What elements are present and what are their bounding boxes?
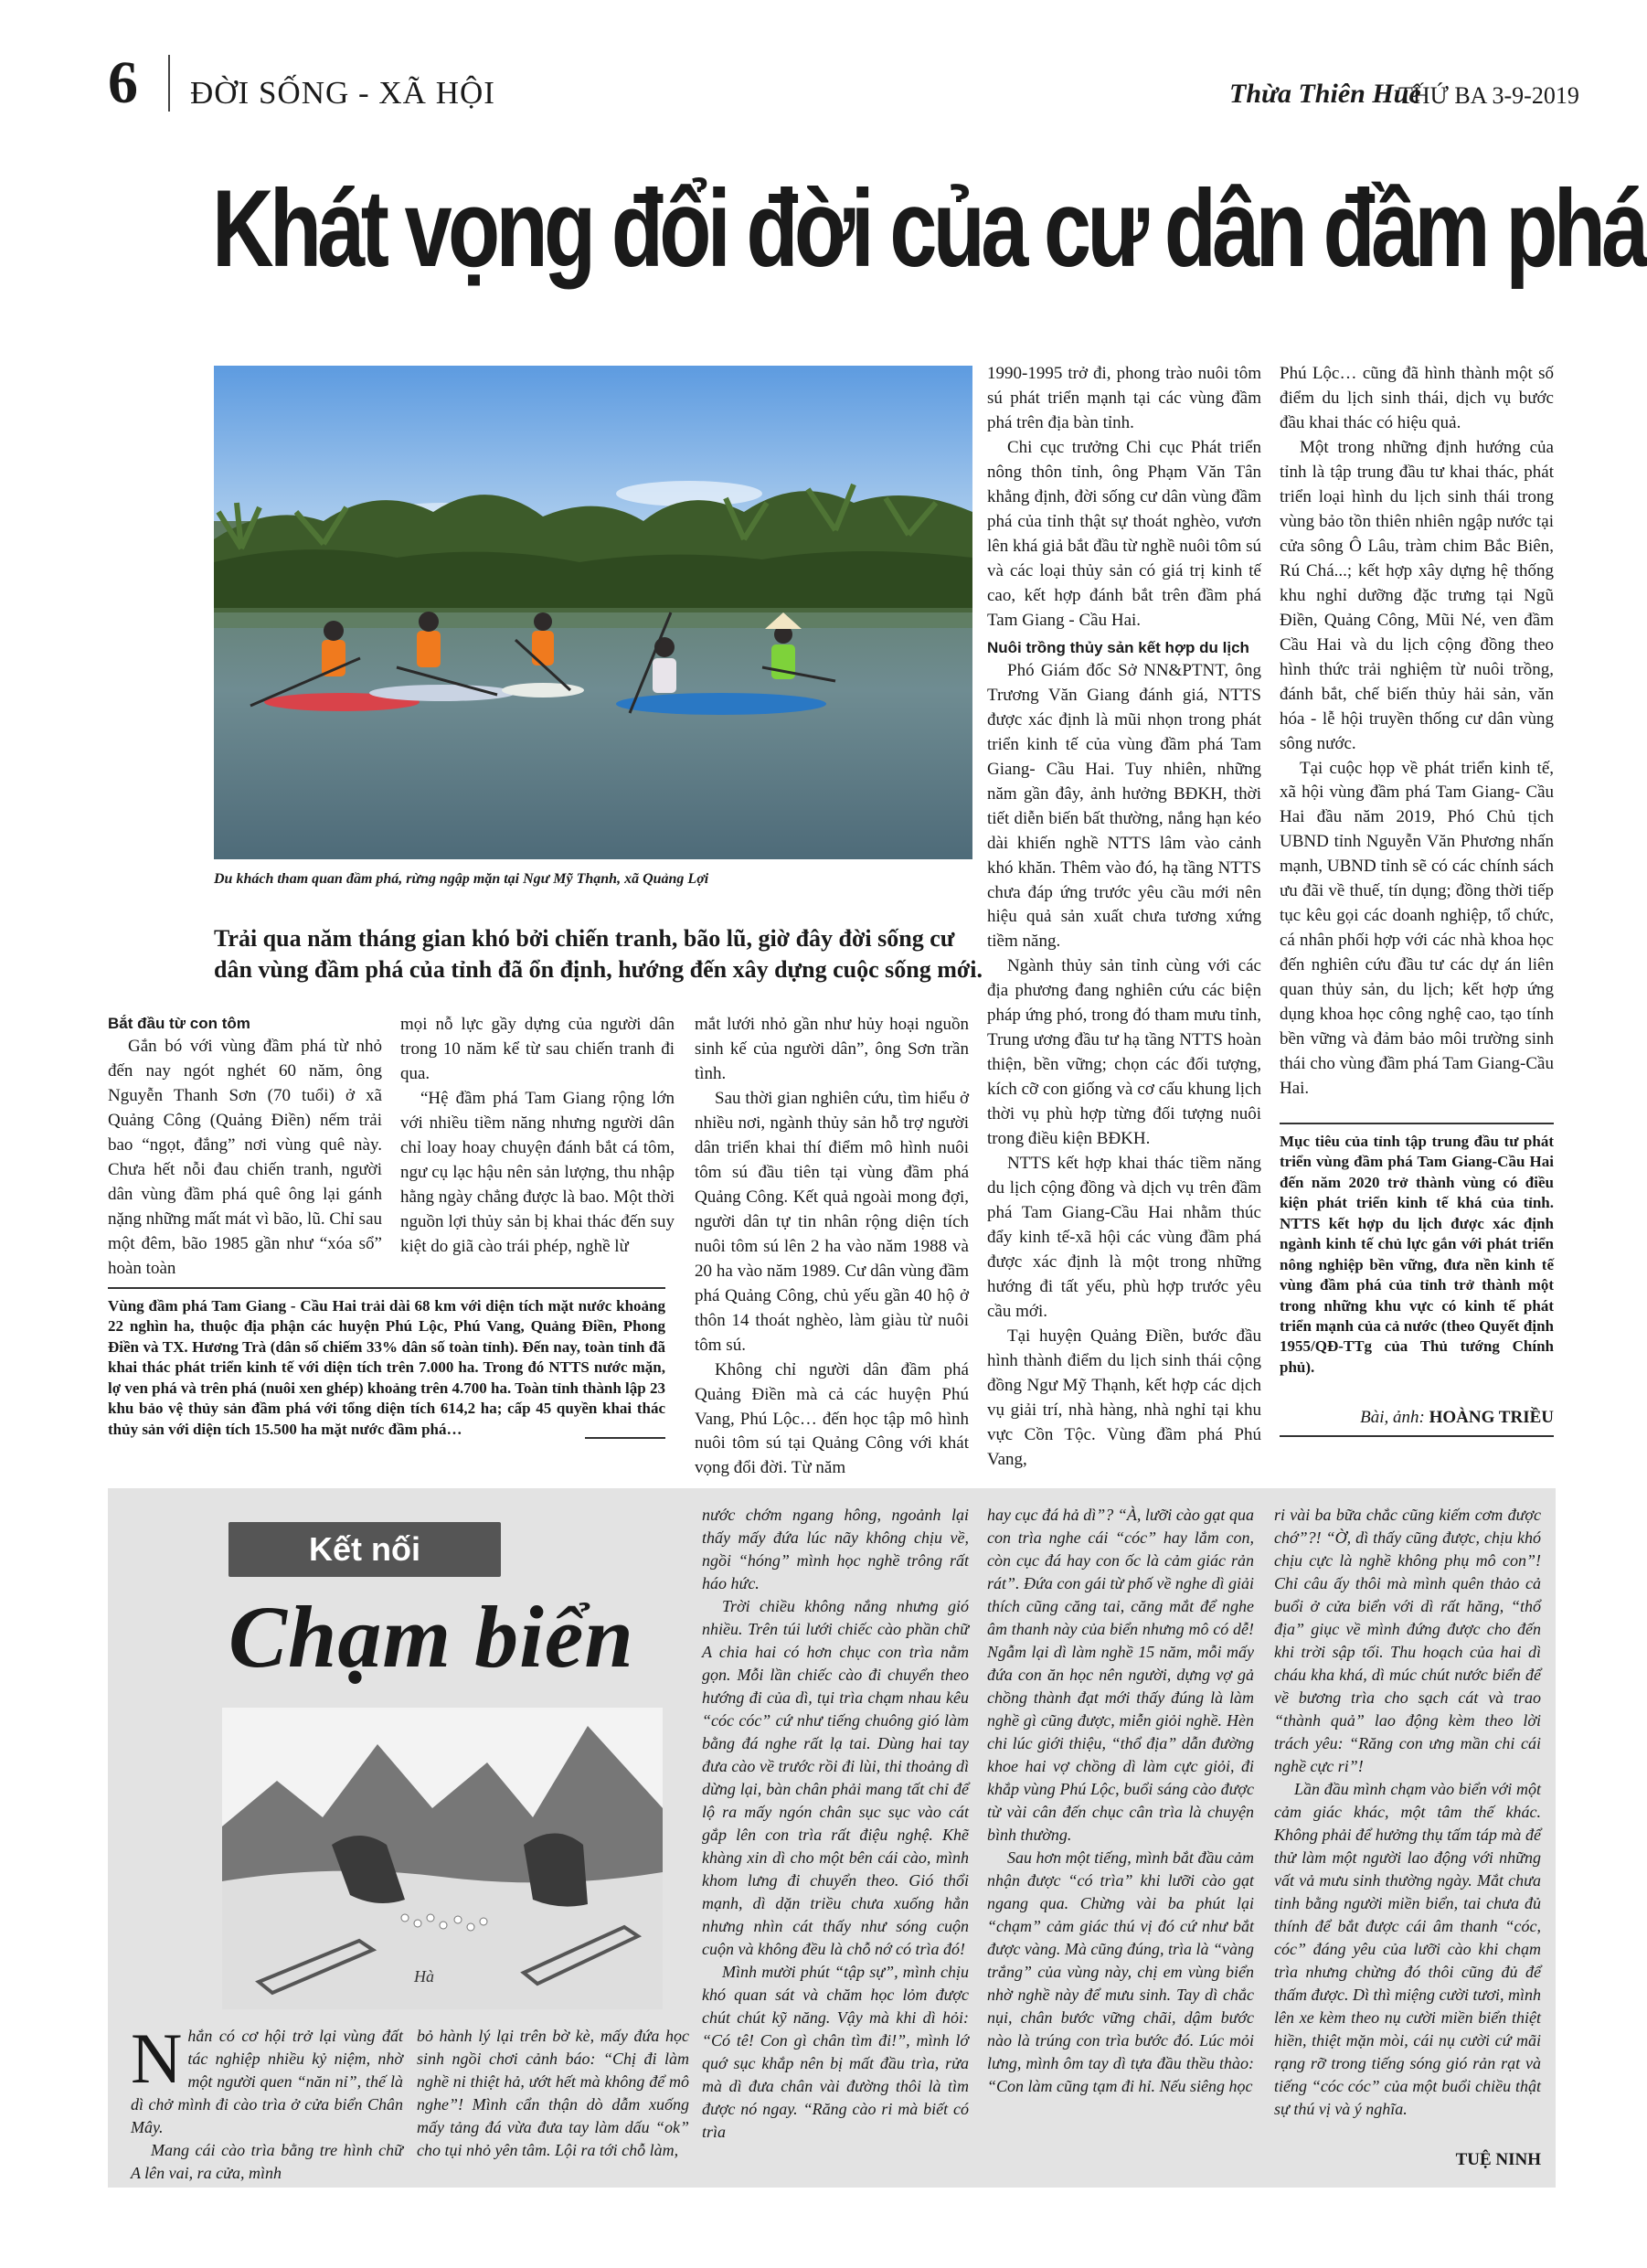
paragraph: Tại cuộc họp về phát triển kinh tế, xã hội vùng đầm phá Tam Giang- Cầu Hai đầu năm 2019, Phó Chủ tịch UBND tỉnh Nguyễn Văn Phương nhấn mạnh, UBND tỉnh sẽ có các chính sách ưu đãi về thuế, tín dụng; đồng thời tiếp tục kêu gọi các doanh nghiệp, tổ chức, cá nhân phối hợp với các nhà khoa học đến nghiên cứu đầu tư các dự án liên quan thủy sản, du lịch; kết hợp ứng dụng khoa học công nghệ cao, tạo tính bền vững và đảm bảo môi trường sinh thái cho vùng đầm phá Tam Giang-Cầu Hai.	[1280, 758, 1554, 1099]
article-column-5	[1280, 362, 1554, 1102]
paragraph: ri vài ba bữa chắc cũng kiếm cơm được chớ”?! “Ờ, dì thấy cũng được, chịu khó chịu cực là nghề không phụ mô con”! Chỉ câu ấy thôi mà mình quên thảo cả buổi ở cửa biển với dì rất hăng, “thổ địa” giục về mình đứng được cho đến khi trời sập tối. Thu hoạch của hai dì cháu kha khá, dì múc chút nước biển để về bương trìa cho sạch cát và trao “thành quả” lao động kèm theo lời trách yêu: “Răng con ưng mần chi cái nghề cực ri”!	[1274, 1506, 1541, 1776]
section-label: ĐỜI SỐNG - XÃ HỘI	[190, 75, 495, 111]
paragraph	[131, 2018, 403, 2139]
paragraph: Mang cái cào trìa bằng tre hình chữ A lên vai, ra cửa, mình	[131, 2141, 403, 2183]
paragraph: hay cục đá hả dì”? “À, lưỡi cào gạt qua con trìa nghe cái “cóc” hay lắm con, còn cục đá hay con ốc là cảm giác rản rát”. Đứa con gái từ phố về nghe dì giải thích cũng căng tai, căng mắt để nghe âm thanh này của biển nhưng mô có dễ! Ngẫm lại dì làm nghề 15 năm, mỗi mấy đứa con ăn học nên người, dựng vợ gả chồng thành đạt mới thấy đúng là làm nghề gì cũng được, miễn giỏi nghề. Hèn chi lúc giới thiệu, “thổ địa” dẫn đường khoe hai vợ chồng dì làm cực giỏi, đi khắp vùng Phú Lộc, buổi sáng cào được từ vài cân đến chục cân trìa là chuyện bình thường.	[987, 1506, 1254, 1845]
paragraph: bỏ hành lý lại trên bờ kè, mấy đứa học sinh ngồi chơi cảnh báo: “Chị đi làm nghề ni thiệt hả, ướt hết mà không để mô nghe”! Mình cẩn thận dò dẫm xuống mấy tảng đá vừa đưa tay làm dấu “ok” cho tụi nhỏ yên tâm. Lội ra tới chỗ làm,	[417, 2027, 689, 2160]
feature-column-3	[702, 1504, 969, 2144]
paragraph: Trời chiều không nắng nhưng gió nhiều. Trên túi lưới chiếc cào phần chữ A chia hai có hơn chục con trìa nằm gọn. Mỗi lần chiếc cào đi chuyển theo hướng đi của dì, tụi trìa chạm nhau kêu “cóc cóc” cứ như tiếng chuông gió làm bằng đá nghe rất lạ tai. Dùng hai tay đưa cào về trước rồi đi lùi, thi thoảng dì dừng lại, bàn chân phải mang tất chỉ để lộ ra mấy ngón chân sục sục vào cát gắp lên con trìa rất điệu nghệ. Khẽ khàng xin dì cho một bên cái cào, mình khom lưng đi chuyển theo. Gió thổi mạnh, dì dặn triều chưa xuống hẳn nhưng nhìn cát thấy như sóng cuộn cuộn và không đều là chỗ nớ có trìa đó!	[702, 1597, 969, 1959]
article-column-2	[400, 1013, 675, 1260]
paragraph: Phó Giám đốc Sở NN&PTNT, ông Trương Văn Giang đánh giá, NTTS được xác định là mũi nhọn trong phát triển kinh tế của vùng đầm phá Tam Giang- Cầu Hai. Tuy nhiên, những năm gần đây, ảnh hưởng BĐKH, thời tiết diễn biến bất thường, nắng hạn kéo dài khiến nghề NTTS lâm vào cảnh khó khăn. Thêm vào đó, hạ tầng NTTS chưa đáp ứng trước yêu cầu mới nên hiệu quả sản xuất chưa tương xứng tiềm năng.	[987, 660, 1261, 952]
byline-label: Bài, ảnh:	[1360, 1408, 1425, 1427]
paragraph: 1990-1995 trở đi, phong trào nuôi tôm sú phát triển mạnh tại các vùng đầm phá trên địa bàn tỉnh.	[987, 364, 1261, 432]
paragraph: nước chớm ngang hông, ngoảnh lại thấy mấy đứa lúc nãy không chịu về, ngồi “hóng” mình học nghề trông rất háo hức.	[702, 1506, 969, 1593]
paragraph: Lần đầu mình chạm vào biển với một cảm giác khác, một tâm thế khác. Không phải để hưởng thụ tấm táp mà để thử làm một người lao động với những vất vả mưu sinh thường ngày. Mắt chưa tinh bằng người miền biển, tai chưa đủ thính để bắt được cái âm thanh “cóc, cóc” đáng yêu của lưỡi cào khi chạm trìa nhưng chừng đó thôi cũng đủ để thấm được. Dì thì miệng cười tươi, mình lên xe kèm theo nụ cười miền biển thiệt hiền, thiệt mặn mòi, cái nụ cười cứ mãi rạng rỡ trong tiếng sóng gió rản rạt và tiếng “cóc cóc” của một buổi chiều thật sự thú vị và ý nghĩa.	[1274, 1780, 1541, 2119]
byline-rule	[1280, 1435, 1554, 1437]
paragraph: “Hệ đầm phá Tam Giang rộng lớn với nhiều tiềm năng nhưng người dân chỉ loay hoay chuyện đánh bắt cá tôm, ngư cụ lạc hậu nên sản lượng, thu nhập hằng ngày chẳng được là bao. Một thời nguồn lợi thủy sản bị khai thác đến suy kiệt do giã cào trái phép, nghề lừ	[400, 1088, 675, 1256]
paragraph: mọi nỗ lực gầy dựng của người dân trong 10 năm kể từ sau chiến tranh đi qua.	[400, 1015, 675, 1083]
info-box-right: Mục tiêu của tỉnh tập trung đầu tư phát triển vùng đầm phá Tam Giang-Cầu Hai đến năm 2020 trở thành vùng có điều kiện phát triển kinh tế khá của tỉnh. NTTS kết hợp du lịch được xác định ngành kinh tế chủ lực gắn với phát triển nông nghiệp bền vững, đưa nền kinh tế vùng đầm phá của tỉnh trở thành một trong những khu vực có kinh tế phát triển mạnh của cả nước (theo Quyết định 1955/QĐ-TTg của Thủ tướng Chính phủ).	[1280, 1133, 1554, 1376]
info-box-left: Vùng đầm phá Tam Giang - Cầu Hai trải dài 68 km với diện tích mặt nước khoảng 22 nghìn ha, thuộc địa phận các huyện Phú Lộc, Phú Vang, Quảng Điền, Phong Điền và TX. Hương Trà (dân số chiếm 33% dân số toàn tỉnh). Đến nay, toàn tỉnh đã khai thác phát triển kinh tế với diện tích trên 7.000 ha. Trong đó NTTS nước mặn, lợ ven phá và trên phá (nuôi xen ghép) khoảng trên 4.700 ha. Toàn tỉnh thành lập 23 khu bảo vệ thủy sản đầm phá với tổng diện tích 614,2 ha; cấp 45 quyền khai thác thủy sản với diện tích 15.500 ha mặt nước đầm phá…	[108, 1297, 665, 1438]
drop-cap: N	[131, 2018, 183, 2098]
byline-name: HOÀNG TRIỀU	[1429, 1408, 1554, 1427]
article-byline	[1280, 1408, 1554, 1428]
page-number: 6	[108, 49, 138, 116]
feature-tag: Kết nối	[228, 1522, 501, 1577]
clam-raking-drawing	[222, 1708, 663, 2009]
illustration-signature: Hà	[414, 1967, 434, 1986]
article-column-1	[108, 1013, 382, 1282]
paragraph: Phú Lộc… cũng đã hình thành một số điểm du lịch sinh thái, dịch vụ bước đầu khai thác có hiệu quả.	[1280, 364, 1554, 432]
photo-caption: Du khách tham quan đầm phá, rừng ngập mặn tại Ngư Mỹ Thạnh, xã Quảng Lợi	[214, 871, 709, 887]
paragraph-text: hắn có cơ hội trở lại vùng đất tác nghiệp nhiều kỷ niệm, nhờ một người quen “năn nỉ”, thế là dì chở mình đi cào trìa ở cửa biển Chân Mây.	[131, 2027, 403, 2137]
box-right-top-rule	[1280, 1123, 1554, 1124]
header-divider	[168, 55, 170, 112]
article-column-4	[987, 362, 1261, 1473]
issue-date: THỨ BA 3-9-2019	[1398, 82, 1579, 109]
feature-column-5	[1274, 1504, 1541, 2121]
paragraph: NTTS kết hợp khai thác tiềm năng du lịch cộng đồng và dịch vụ trên đầm phá Tam Giang-Cầu Hai nhằm thúc đẩy kinh tế-xã hội các vùng đầm phá được xác định là một trong những hướng đi tất yếu, phù hợp trước yêu cầu mới.	[987, 1154, 1261, 1321]
box-top-rule	[108, 1287, 665, 1289]
feature-column-4	[987, 1504, 1254, 2098]
paragraph: Ngành thủy sản tỉnh cùng với các địa phương đang nghiên cứu các biện pháp ứng phó, trong đó tham mưu tỉnh, Trung ương đầu tư hạ tầng NTTS hoàn thiện, bền vững; chọn các đối tượng, kích cỡ con giống và cơ cấu khung lịch thời vụ phù hợp từng đối tượng nuôi trong điều kiện BĐKH.	[987, 956, 1261, 1149]
lagoon-photo	[214, 366, 972, 859]
box-bottom-rule	[585, 1437, 665, 1439]
paragraph: Sau hơn một tiếng, mình bắt đầu cảm nhận được “có trìa” khi lưỡi cào gạt ngang qua. Chừng vài ba phút lại “chạm” cảm giác thú vị đó cứ như bắt được vàng. Mà cũng đúng, trìa là “vàng trắng” của vùng này, chị em vùng biển nhờ nghề này để mưu sinh. Tay dì chắc nụi, chân bước vững chãi, dậm bước nào là trúng con trìa bước đó. Lúc mỏi lưng, mình ôm tay dì tựa đầu thều thào: “Con làm cũng tạm đi hỉ. Nếu siêng học	[987, 1848, 1254, 2096]
article-column-3	[695, 1013, 969, 1481]
paragraph: Gắn bó với vùng đầm phá từ nhỏ đến nay ngót nghét 60 năm, ông Nguyễn Thanh Sơn (70 tuổi) ở xã Quảng Công (Quảng Điền) nếm trải bao “ngọt, đắng” nơi vùng quê này. Chưa hết nỗi đau chiến tranh, người dân vùng đầm phá quê ông lại gánh nặng những mất mát vì bão, lũ. Chỉ sau một đêm, bão 1985 gần như “xóa sổ” hoàn toàn	[108, 1037, 382, 1278]
feature-column-1	[131, 2018, 403, 2185]
paragraph: Mình mười phút “tập sự”, mình chịu khó quan sát và chăm học lỏm được chút chút kỹ năng. Vậy mà khi dì hỏi: “Có tê! Con gì chân tìm đi!”, mình lớ quớ sục khắp nên bị mất đầu trìa, rửa mà dì đưa chân vài đường thôi là tìm được nó ngay. “Răng cào ri mà biết có trìa	[702, 1963, 969, 2142]
feature-illustration	[222, 1708, 663, 2009]
newspaper-brand: Thừa Thiên Huế	[1229, 79, 1421, 109]
paragraph: Sau thời gian nghiên cứu, tìm hiểu ở nhiều nơi, ngành thủy sản hỗ trợ người dân triển khai thí điểm mô hình nuôi tôm sú đầu tiên tại vùng đầm phá Quảng Công. Kết quả ngoài mong đợi, người dân tự tin nhân rộng diện tích nuôi tôm sú lên 2 ha vào năm 1988 và 20 ha vào năm 1989. Cư dân vùng đầm phá Quảng Công, chủ yếu gần 40 hộ ở thôn 14 thoát nghèo, làm giàu từ nuôi tôm sú.	[695, 1088, 969, 1355]
photo-illustration	[214, 366, 972, 859]
article-lede: Trải qua năm tháng gian khó bởi chiến tranh, bão lũ, giờ đây đời sống cư dân vùng đầm phá của tỉnh đã ổn định, hướng đến xây dựng cuộc sống mới.	[214, 925, 983, 983]
subhead-1: Bắt đầu từ con tôm	[108, 1015, 250, 1032]
feature-column-2	[417, 2025, 689, 2162]
feature-title: Chạm biển	[228, 1588, 634, 1686]
subhead-2: Nuôi trồng thủy sản kết hợp du lịch	[987, 638, 1249, 656]
paragraph: Chi cục trưởng Chi cục Phát triển nông thôn tỉnh, ông Phạm Văn Tân khẳng định, đời sống cư dân vùng đầm phá của tỉnh thật sự thoát nghèo, vươn lên khá giả bắt đầu từ nghề nuôi tôm sú và các loại thủy sản có giá trị kinh tế cao, kết hợp đánh bắt trên đầm phá Tam Giang - Cầu Hai.	[987, 437, 1261, 630]
paragraph: Một trong những định hướng của tỉnh là tập trung đầu tư khai thác, phát triển loại hình du lịch sinh thái trong vùng bảo tồn thiên nhiên ngập nước tại cửa sông Ô Lâu, tràm chim Bắc Biên, Rú Chá...; kết hợp xây dựng hệ thống khu nghỉ dưỡng đặc trưng tại Ngũ Điền, Quảng Công, Mũi Né, ven đầm Cầu Hai và du lịch cộng đồng theo hình thức trải nghiệm từ nuôi trồng, đánh bắt, chế biến thủy hải sản, văn hóa - lễ hội truyền thống cư dân vùng sông nước.	[1280, 437, 1554, 753]
feature-author: TUỆ NINH	[1455, 2150, 1541, 2169]
paragraph: Không chỉ người dân đầm phá Quảng Điền mà cả các huyện Phú Vang, Phú Lộc… đến học tập mô hình nuôi tôm sú tại Quảng Công với khát vọng đổi đời. Từ năm	[695, 1359, 969, 1478]
paragraph: mắt lưới nhỏ gần như hủy hoại nguồn sinh kế của người dân”, ông Sơn trần tình.	[695, 1015, 969, 1083]
paragraph: Tại huyện Quảng Điền, bước đầu hình thành điểm du lịch sinh thái cộng đồng Ngư Mỹ Thạnh, kết hợp các dịch vụ giải trí, nhà hàng, nhà nghỉ tại khu vực Cồn Tộc. Vùng đầm phá Phú Vang,	[987, 1326, 1261, 1469]
article-headline: Khát vọng đổi đời của cư dân đầm phá	[212, 167, 1645, 290]
